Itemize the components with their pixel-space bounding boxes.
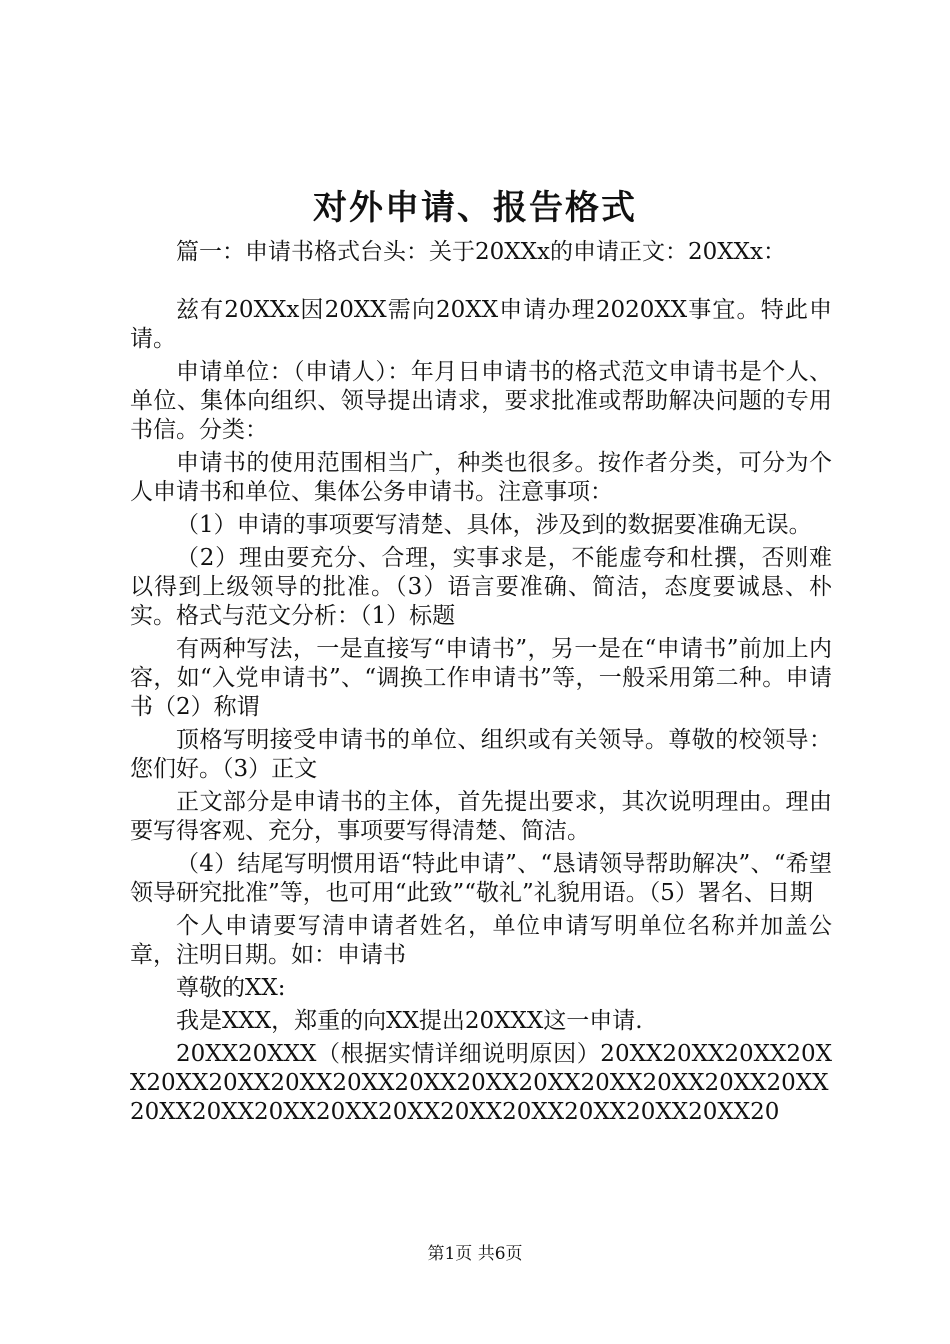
- document-body: [130, 238, 832, 1127]
- paragraph: 正文部分是申请书的主体，首先提出要求，其次说明理由。理由要写得客观、充分，事项要写得清楚、简洁。: [130, 789, 832, 844]
- paragraph: （2）理由要充分、合理，实事求是，不能虚夸和杜撰，否则难以得到上级领导的批准。（3）语言要准确、简洁，态度要诚恳、朴实。格式与范文分析：（1）标题: [130, 545, 832, 629]
- paragraph: 申请书的使用范围相当广，种类也很多。按作者分类，可分为个人申请书和单位、集体公务申请书。注意事项：: [130, 450, 832, 505]
- paragraph: 申请单位：（申请人）：年月日申请书的格式范文申请书是个人、单位、集体向组织、领导提出请求，要求批准或帮助解决问题的专用书信。分类：: [130, 359, 832, 443]
- paragraph: （1）申请的事项要写清楚、具体，涉及到的数据要准确无误。: [176, 512, 812, 538]
- paragraph: 兹有20XXx因20XX需向20XX申请办理2020XX事宜。特此申请。: [130, 297, 832, 352]
- page-number: 第1页 共6页: [427, 1244, 523, 1264]
- paragraph-heading: 篇一：申请书格式台头：关于20XXx的申请正文：20XXx：: [176, 239, 786, 265]
- paragraph: 20XX20XXX（根据实情详细说明原因）20XX20XX20XX20XX20XX20XX20XX20XX20XX20XX20XX20XX20XX20XX20XX20XX20XX20XX20XX20XX20XX20XX20XX20XX20XX20: [130, 1041, 832, 1125]
- paragraph: 个人申请要写清申请者姓名，单位申请写明单位名称并加盖公章，注明日期。如：申请书: [130, 913, 832, 968]
- document-title: 对外申请、报告格式: [313, 188, 637, 228]
- salutation: 尊敬的XX:: [176, 975, 286, 1001]
- paragraph: （4）结尾写明惯用语“特此申请”、“恳请领导帮助解决”、“希望领导研究批准”等，也可用“此致”“敬礼”礼貌用语。（5）署名、日期: [130, 851, 832, 906]
- paragraph: 我是XXX，郑重的向XX提出20XXX这一申请.: [176, 1008, 643, 1034]
- paragraph: 有两种写法，一是直接写“申请书”，另一是在“申请书”前加上内容，如“入党申请书”、“调换工作申请书”等，一般采用第二种。申请书（2）称谓: [130, 636, 832, 720]
- paragraph: 顶格写明接受申请书的单位、组织或有关领导。尊敬的校领导：您们好。（3）正文: [130, 727, 832, 782]
